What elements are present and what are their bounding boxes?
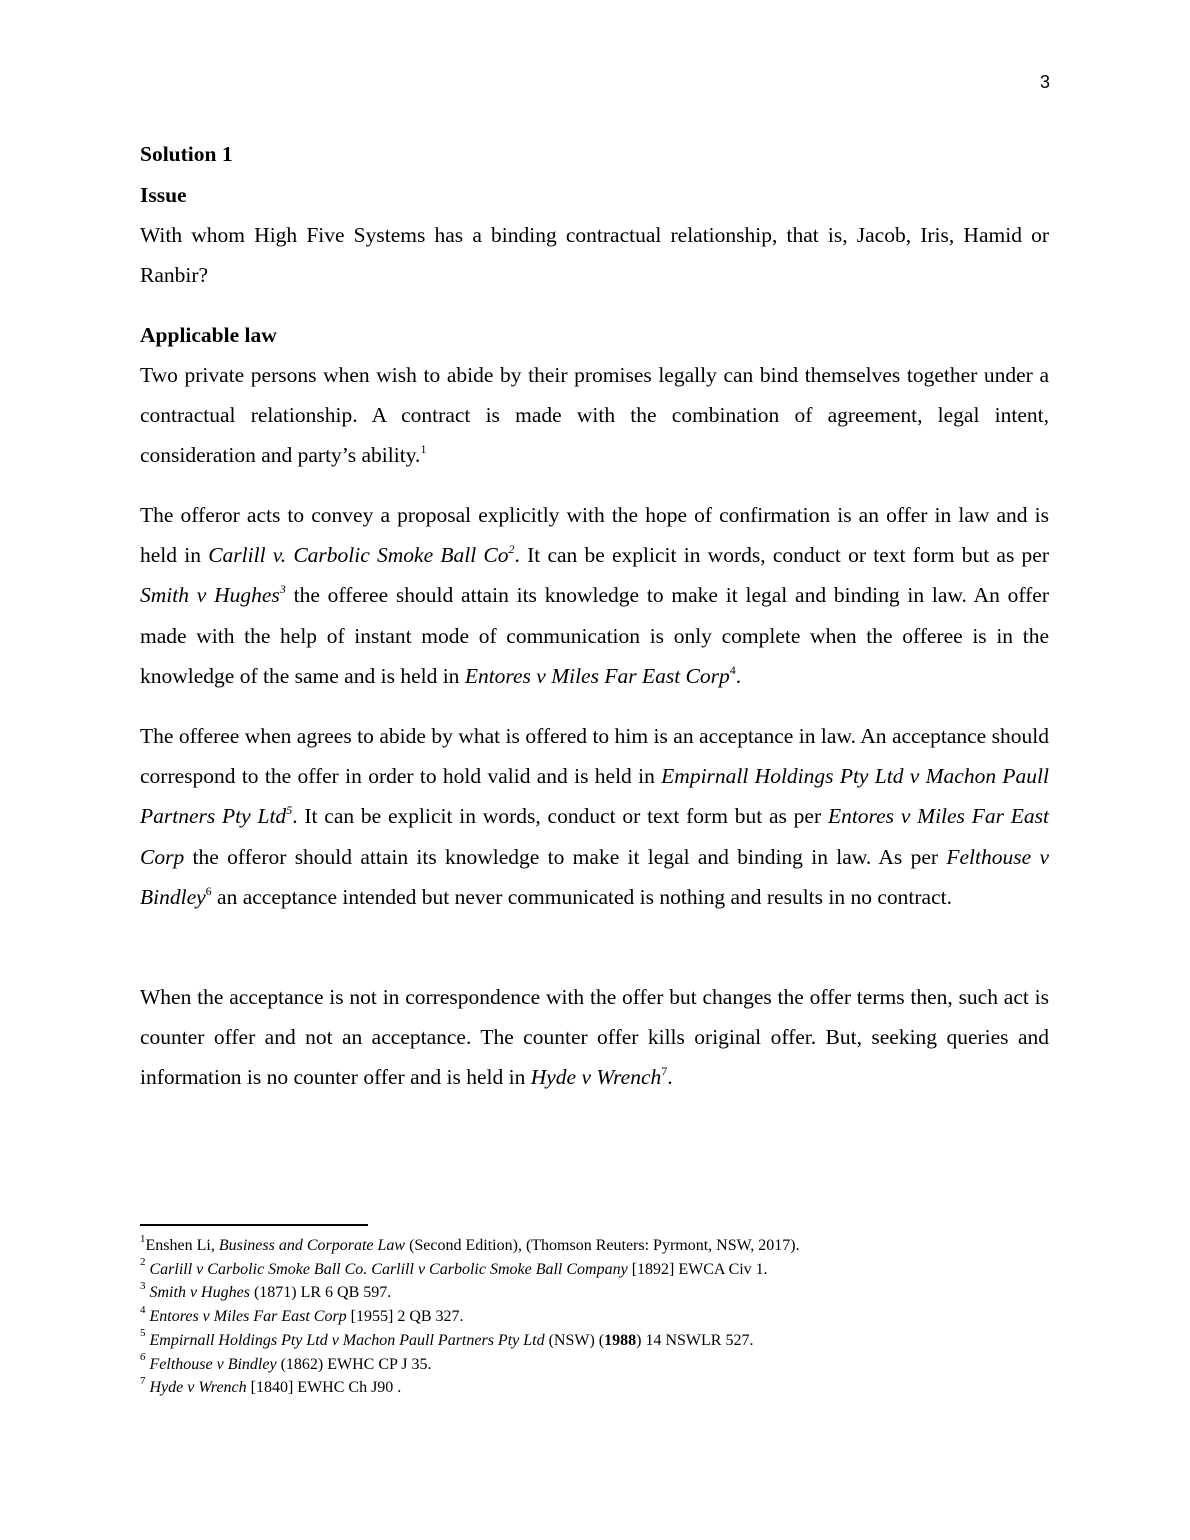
- law-paragraph-3: [140, 716, 1049, 917]
- footnote-ref: 1: [420, 442, 427, 457]
- paragraph-text: the offeree should attain its knowledge to make it legal and binding in law. An offer made with the help of instant mode of communication is only complete when the offeree is in the knowledge of the same and is held in: [140, 583, 1049, 688]
- footnote: $^2$ Carlill v Carbolic Smoke Ball Co. Carlill v Carbolic Smoke Ball Company [1892] EWCA Civ 1.: [140, 1256, 768, 1278]
- paragraph-text: The offeree when agrees to abide by what is offered to him is an acceptance in law. An acceptance should correspond to the offer in order to hold valid and is held in: [140, 724, 1049, 789]
- law-paragraph-4: [140, 977, 1049, 1098]
- case-name: Felthouse v Bindley: [140, 844, 1049, 909]
- footnote-ref: 4: [729, 662, 736, 677]
- case-name: Smith v Hughes: [140, 583, 280, 608]
- case-name: Entores v Miles Far East Corp: [464, 663, 730, 688]
- paragraph-text: .: [667, 1065, 673, 1090]
- page-number: 3: [1039, 72, 1050, 92]
- footnote: $^4$ Entores v Miles Far East Corp [1955] 2 QB 327.: [140, 1303, 464, 1326]
- paragraph-text: When the acceptance is not in correspondence with the offer but changes the offer terms then, such act is counter offer and not an acceptance. The counter offer kills original offer. But, seeking queries and information is no counter offer and is held in: [140, 985, 1049, 1090]
- footnote: $^5$ Empirnall Holdings Pty Ltd v Machon Paull Partners Pty Ltd (NSW) (1988) 14 NSWLR 527.: [140, 1327, 754, 1349]
- footnote: $^6$ Felthouse v Bindley (1862) EWHC CP J 35.: [140, 1351, 432, 1373]
- case-name: Hyde v Wrench: [530, 1065, 662, 1090]
- footnote-ref: 5: [286, 803, 293, 818]
- footnote: $^1$Enshen Li, Business and Corporate Law (Second Edition), (Thomson Reuters: Pyrmont, NSW, 2017).: [140, 1232, 800, 1254]
- paragraph-text: the offeror should attain its knowledge to make it legal and binding in law. As per: [184, 844, 947, 869]
- paragraph-text: . It can be explicit in words, conduct or text form but as per: [514, 543, 1050, 568]
- law-paragraph-1: [140, 355, 1049, 476]
- footnote-ref: 3: [279, 582, 286, 597]
- footnotes: [140, 1234, 1049, 1400]
- paragraph-text: Two private persons when wish to abide by their promises legally can bind themselves together under a contractual relationship. A contract is made with the combination of agreement, legal intent, consideration and party’s ability.: [140, 363, 1049, 468]
- paragraph-text: The offeror acts to convey a proposal explicitly with the hope of confirmation is an offer in law and is held in: [140, 503, 1049, 568]
- paragraph-text: . It can be explicit in words, conduct or text form but as per: [292, 804, 828, 829]
- case-name: Entores v Miles Far East Corp: [140, 804, 1049, 869]
- footnote: $^3$ Smith v Hughes (1871) LR 6 QB 597.: [140, 1280, 392, 1302]
- footnote-ref: 7: [661, 1064, 668, 1079]
- case-name: Empirnall Holdings Pty Ltd v Machon Paull Partners Pty Ltd: [140, 764, 1049, 829]
- law-paragraph-2: [140, 495, 1049, 696]
- solution-heading: Solution 1: [140, 142, 233, 166]
- footnote-ref: 2: [508, 542, 515, 557]
- applicable-law-heading: Applicable law: [140, 323, 277, 347]
- footnote-separator: [140, 1224, 368, 1226]
- paragraph-text: an acceptance intended but never communicated is nothing and results in no contract.: [211, 884, 952, 909]
- footnote: $^7$ Hyde v Wrench [1840] EWHC Ch J90 .: [140, 1374, 402, 1397]
- issue-heading: Issue: [140, 183, 187, 207]
- issue-paragraph: With whom High Five Systems has a binding contractual relationship, that is, Jacob, Iris, Hamid or Ranbir?: [140, 223, 1049, 288]
- footnote-ref: 6: [205, 883, 212, 898]
- case-name: Carlill v. Carbolic Smoke Ball Co: [208, 543, 509, 568]
- paragraph-text: .: [735, 663, 742, 688]
